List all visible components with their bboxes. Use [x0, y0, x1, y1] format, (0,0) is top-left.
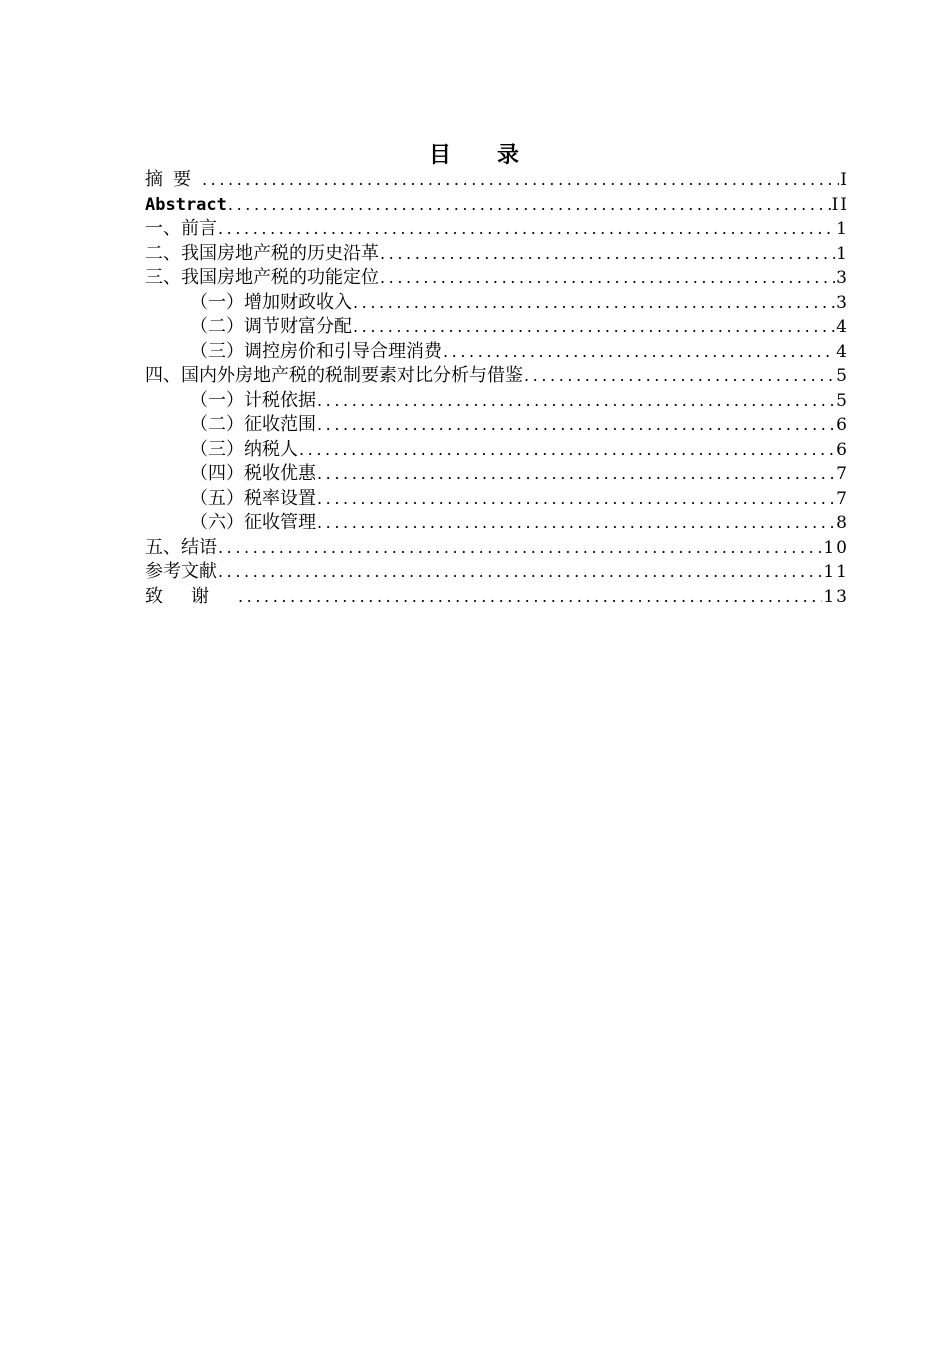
- toc-entry-label: 二、我国房地产税的历史沿革: [145, 242, 379, 264]
- toc-leader-dots: [317, 389, 835, 414]
- toc-entry-page: 10: [823, 537, 849, 558]
- toc-entry-label: （四）税收优惠: [190, 463, 316, 484]
- toc-entry-fiscal-revenue[interactable]: [145, 291, 849, 316]
- toc-entry-page: 4: [836, 317, 849, 337]
- toc-entry-conclusion[interactable]: [145, 536, 849, 561]
- toc-entry-label: （五）税率设置: [190, 487, 316, 509]
- toc-entry-wealth-distribution[interactable]: [145, 315, 849, 340]
- toc-entry-label: 一、前言: [145, 218, 217, 239]
- toc-entry-label: 四、国内外房地产税的税制要素对比分析与借鉴: [145, 365, 523, 386]
- toc-leader-dots: [218, 217, 835, 242]
- toc-leader-dots: [443, 340, 835, 365]
- toc-entry-label: （六）征收管理: [190, 512, 316, 533]
- toc-leader-dots: [202, 168, 839, 193]
- toc-entry-page: 1: [836, 243, 849, 264]
- toc-leader-dots: [317, 487, 835, 512]
- toc-leader-dots: [317, 413, 835, 438]
- toc-leader-dots: [317, 462, 835, 487]
- toc-entry-label: 致谢: [145, 585, 237, 607]
- toc-entry-taxpayer[interactable]: [145, 438, 849, 463]
- toc-leader-dots: [218, 560, 822, 585]
- toc-entry-page: 3: [836, 268, 849, 288]
- toc-leader-dots: [299, 438, 835, 463]
- toc-entry-history[interactable]: [145, 242, 849, 267]
- toc-entry-page: 7: [836, 464, 849, 484]
- toc-entry-page: 7: [836, 488, 849, 509]
- toc-entry-page: II: [831, 194, 849, 215]
- toc-entry-preface[interactable]: [145, 217, 849, 242]
- toc-entry-label: 五、结语: [145, 536, 217, 558]
- toc-entry-abstract-cn[interactable]: [145, 168, 849, 193]
- toc-entry-label: （三）纳税人: [190, 438, 298, 460]
- toc-leader-dots: [238, 585, 822, 610]
- toc-entry-acknowledgements[interactable]: [145, 585, 849, 610]
- toc-entry-label: 摘要: [145, 169, 201, 190]
- toc-entry-page: 3: [836, 292, 849, 313]
- toc-entry-label: （二）征收范围: [190, 414, 316, 435]
- toc-entry-page: 6: [836, 439, 849, 460]
- toc-leader-dots: [218, 536, 822, 561]
- toc-entry-page: 11: [823, 562, 849, 582]
- toc-leader-dots: [228, 193, 831, 218]
- toc-entry-function[interactable]: [145, 266, 849, 291]
- toc-entry-page: 1: [836, 219, 849, 239]
- toc-entry-page: 5: [836, 390, 849, 411]
- toc-entry-page: 4: [836, 341, 849, 362]
- toc-leader-dots: [380, 242, 835, 267]
- toc-title: 目录: [428, 143, 565, 168]
- toc-entry-label: （二）调节财富分配: [190, 316, 352, 337]
- toc-entry-page: 13: [823, 586, 849, 607]
- toc-entry-label: （一）计税依据: [190, 389, 316, 411]
- toc-entry-administration[interactable]: [145, 511, 849, 536]
- toc-entry-page: 5: [836, 366, 849, 386]
- toc-entry-label: （一）增加财政收入: [190, 291, 352, 313]
- toc-entry-references[interactable]: [145, 560, 849, 585]
- toc-entry-tax-rate[interactable]: [145, 487, 849, 512]
- toc-entry-label: 三、我国房地产税的功能定位: [145, 267, 379, 288]
- toc-entry-page: 8: [836, 513, 849, 533]
- toc-leader-dots: [524, 364, 835, 389]
- toc-leader-dots: [353, 291, 835, 316]
- toc-list: [145, 168, 849, 609]
- toc-entry-page: 6: [836, 415, 849, 435]
- toc-entry-tax-basis[interactable]: [145, 389, 849, 414]
- toc-entry-label: 参考文献: [145, 561, 217, 582]
- toc-leader-dots: [380, 266, 835, 291]
- toc-leader-dots: [353, 315, 835, 340]
- toc-leader-dots: [317, 511, 835, 536]
- toc-entry-scope[interactable]: [145, 413, 849, 438]
- toc-entry-label: Abstract: [145, 194, 227, 215]
- toc-entry-comparison[interactable]: [145, 364, 849, 389]
- toc-entry-page: I: [840, 170, 849, 190]
- toc-entry-label: （三）调控房价和引导合理消费: [190, 340, 442, 362]
- toc-entry-house-price[interactable]: [145, 340, 849, 365]
- toc-entry-abstract-en[interactable]: [145, 193, 849, 218]
- toc-entry-tax-incentives[interactable]: [145, 462, 849, 487]
